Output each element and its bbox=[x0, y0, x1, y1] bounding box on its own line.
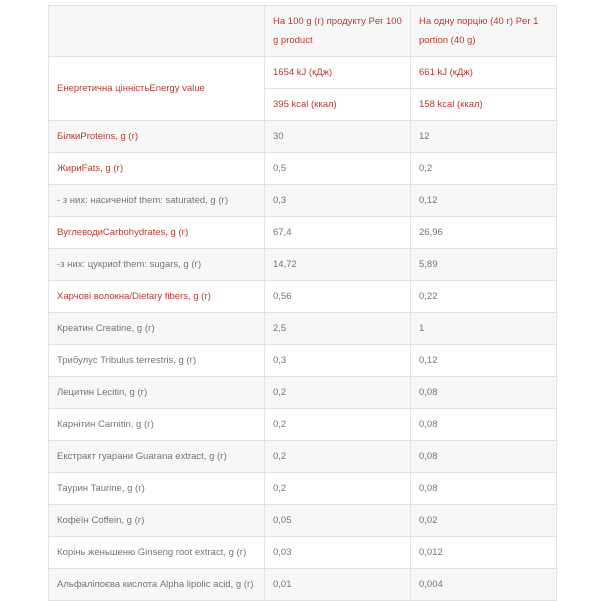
nutrition-table bbox=[48, 5, 557, 601]
value-per-100g: 2,5 bbox=[265, 313, 411, 345]
value-per-100g: 0,03 bbox=[265, 537, 411, 569]
nutrient-label: БілкиProteins, g (г) bbox=[49, 121, 265, 153]
table-row bbox=[49, 377, 557, 409]
nutrient-label: Харчові волокна/Dietary fibers, g (г) bbox=[49, 281, 265, 313]
value-per-portion: 0,02 bbox=[411, 505, 557, 537]
nutrient-label: -з них: цукриof them: sugars, g (г) bbox=[49, 249, 265, 281]
nutrient-label: Лецитин Lecitin, g (г) bbox=[49, 377, 265, 409]
table-row bbox=[49, 121, 557, 153]
nutrient-label: - з них: насиченіof them: saturated, g (г) bbox=[49, 185, 265, 217]
nutrient-label: Карнітин Carnitin, g (г) bbox=[49, 409, 265, 441]
value-per-portion: 0,2 bbox=[411, 153, 557, 185]
value-per-100g: 0,01 bbox=[265, 569, 411, 601]
value-per-portion: 0,004 bbox=[411, 569, 557, 601]
value-per-portion: 0,12 bbox=[411, 345, 557, 377]
value-per-portion: 0,08 bbox=[411, 441, 557, 473]
table-row bbox=[49, 505, 557, 537]
value-per-100g: 0,2 bbox=[265, 441, 411, 473]
table-row bbox=[49, 281, 557, 313]
table-row bbox=[49, 249, 557, 281]
energy-kj-row bbox=[49, 57, 557, 89]
energy-kj-portion: 661 kJ (кДж) bbox=[411, 57, 557, 89]
value-per-100g: 67,4 bbox=[265, 217, 411, 249]
table-row bbox=[49, 185, 557, 217]
value-per-100g: 0,2 bbox=[265, 377, 411, 409]
value-per-portion: 1 bbox=[411, 313, 557, 345]
table-row bbox=[49, 409, 557, 441]
header-per-100g: На 100 g (г) продукту Per 100 g product bbox=[265, 6, 411, 57]
value-per-100g: 0,2 bbox=[265, 409, 411, 441]
value-per-100g: 0,3 bbox=[265, 185, 411, 217]
nutrient-label: Кофеїн Coffein, g (г) bbox=[49, 505, 265, 537]
value-per-portion: 5,89 bbox=[411, 249, 557, 281]
table-row bbox=[49, 153, 557, 185]
value-per-100g: 0,2 bbox=[265, 473, 411, 505]
nutrient-label: Альфаліпоєва кислота Alpha lipolic acid, g (г) bbox=[49, 569, 265, 601]
nutrient-label: ВуглеводиCarbohydrates, g (г) bbox=[49, 217, 265, 249]
energy-kj-100g: 1654 kJ (кДж) bbox=[265, 57, 411, 89]
value-per-portion: 12 bbox=[411, 121, 557, 153]
energy-kcal-portion: 158 kcal (ккал) bbox=[411, 89, 557, 121]
nutrient-label: Корінь женьшеню Ginseng root extract, g (г) bbox=[49, 537, 265, 569]
nutrient-label: ЖириFats, g (г) bbox=[49, 153, 265, 185]
energy-kcal-100g: 395 kcal (ккал) bbox=[265, 89, 411, 121]
value-per-100g: 30 bbox=[265, 121, 411, 153]
header-per-portion: На одну порцію (40 г) Per 1 portion (40 g) bbox=[411, 6, 557, 57]
value-per-100g: 14,72 bbox=[265, 249, 411, 281]
value-per-100g: 0,3 bbox=[265, 345, 411, 377]
table-row bbox=[49, 313, 557, 345]
table-row bbox=[49, 345, 557, 377]
value-per-portion: 0,08 bbox=[411, 473, 557, 505]
header-row bbox=[49, 6, 557, 57]
value-per-portion: 0,08 bbox=[411, 377, 557, 409]
header-empty-cell bbox=[49, 6, 265, 57]
value-per-portion: 0,12 bbox=[411, 185, 557, 217]
value-per-portion: 0,08 bbox=[411, 409, 557, 441]
table-row bbox=[49, 473, 557, 505]
nutrient-label: Екстракт гуарани Guarana extract, g (г) bbox=[49, 441, 265, 473]
table-row bbox=[49, 217, 557, 249]
value-per-portion: 26,96 bbox=[411, 217, 557, 249]
nutrient-label: Креатин Creatine, g (г) bbox=[49, 313, 265, 345]
table-row bbox=[49, 569, 557, 601]
value-per-100g: 0,5 bbox=[265, 153, 411, 185]
energy-label: Енергетична цінністьEnergy value bbox=[49, 57, 265, 121]
table-row bbox=[49, 537, 557, 569]
table-row bbox=[49, 441, 557, 473]
value-per-portion: 0,012 bbox=[411, 537, 557, 569]
value-per-portion: 0,22 bbox=[411, 281, 557, 313]
value-per-100g: 0,56 bbox=[265, 281, 411, 313]
nutrient-label: Трибулус Tribulus terrestris, g (г) bbox=[49, 345, 265, 377]
value-per-100g: 0,05 bbox=[265, 505, 411, 537]
nutrient-label: Таурин Taurine, g (г) bbox=[49, 473, 265, 505]
